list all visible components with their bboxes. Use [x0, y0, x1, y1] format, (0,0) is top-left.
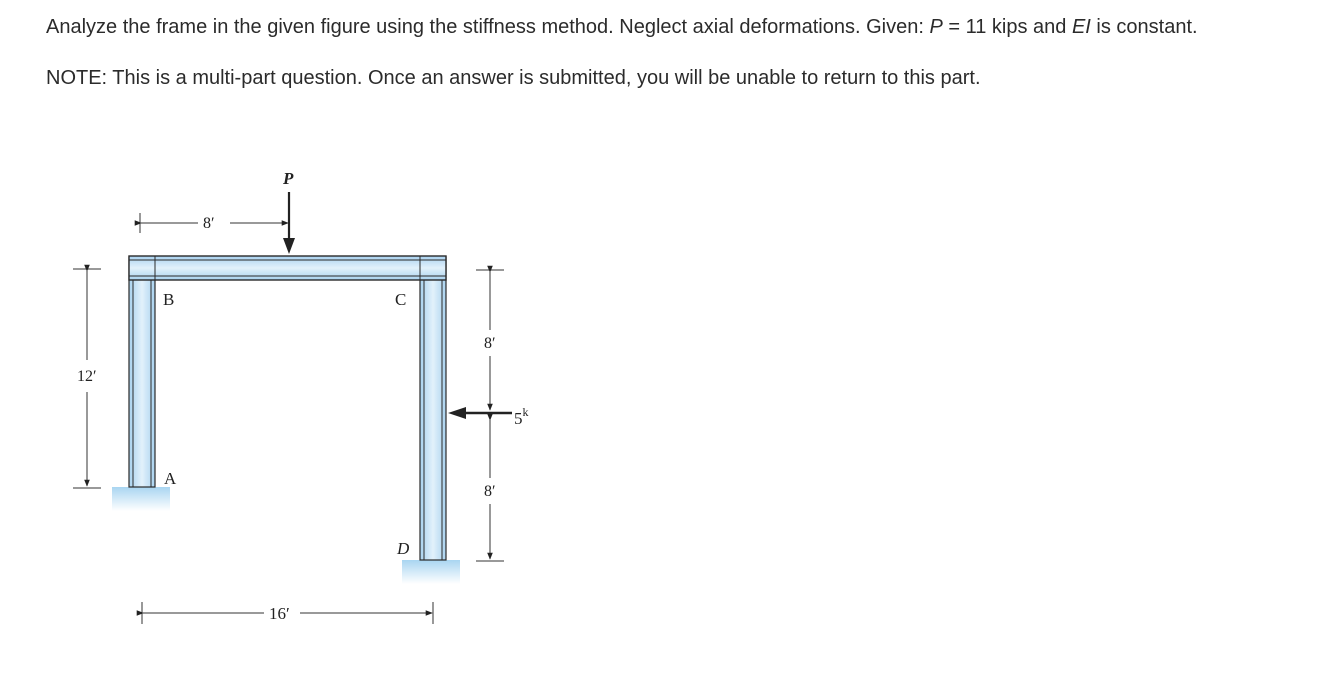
horizontal-load-label	[514, 405, 529, 428]
node-label-c: C	[395, 290, 407, 309]
node-label-b: B	[163, 290, 175, 309]
dimension-left-height-label: 12′	[77, 368, 97, 385]
horizontal-load-value: 5	[514, 409, 523, 428]
node-label-d: D	[397, 539, 410, 558]
frame-diagram	[0, 150, 560, 640]
dimension-right	[476, 270, 504, 561]
fixed-support-d	[402, 560, 460, 584]
problem-text-part: = 11 kips and	[942, 16, 1072, 38]
column-ab	[129, 257, 155, 487]
horizontal-load-5k	[448, 407, 512, 419]
dimension-span-label: 16′	[269, 604, 290, 623]
problem-text	[46, 14, 1296, 41]
horizontal-load-unit: k	[522, 405, 529, 419]
note-text: NOTE: This is a multi-part question. Once an answer is submitted, you will be unable to return to this part.	[46, 67, 981, 89]
load-label-p: P	[283, 169, 294, 188]
node-label-a: A	[164, 469, 177, 488]
problem-text-part: Analyze the frame in the given figure using the stiffness method. Neglect axial deformations. Given:	[46, 16, 930, 38]
fixed-support-a	[112, 487, 170, 511]
column-cd	[420, 257, 446, 560]
p-symbol: P	[929, 16, 943, 38]
ei-symbol: EI	[1071, 16, 1091, 38]
problem-text-part: is constant.	[1090, 16, 1198, 38]
dimension-load-offset-label: 8′	[203, 215, 215, 232]
beam-bc	[129, 256, 446, 280]
problem-statement	[46, 14, 1296, 92]
dimension-right-upper-label: 8′	[484, 335, 496, 352]
dimension-right-lower-label: 8′	[484, 483, 496, 500]
